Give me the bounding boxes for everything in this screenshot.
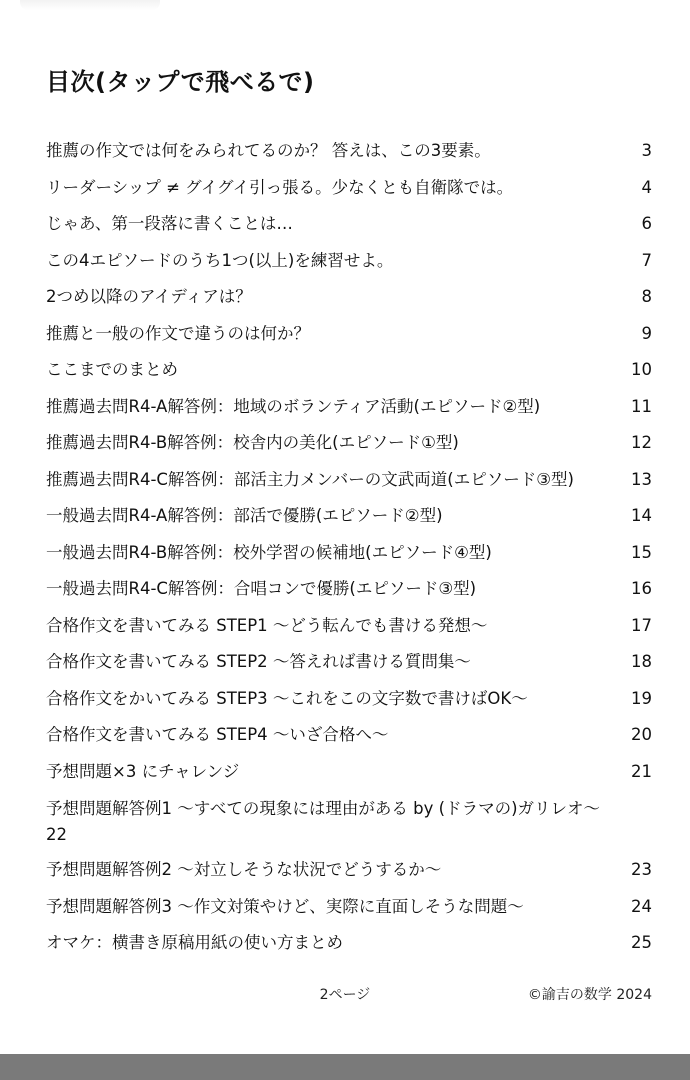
toc-item-label: リーダーシップ ≠ グイグイ引っ張る。少なくとも自衛隊では。	[46, 177, 514, 197]
toc-item-1[interactable]	[46, 133, 652, 170]
toc-item-10[interactable]	[46, 462, 652, 499]
toc-item-label: 予想問題解答例3 ～作文対策やけど、実際に直面しそうな問題～	[46, 896, 524, 916]
toc-item-21[interactable]	[46, 889, 652, 926]
toc-item-label: 予想問題解答例2 ～対立しそうな状況でどうするか～	[46, 860, 442, 879]
copyright-notice: ©諭吉の数学 2024	[527, 987, 652, 1003]
toc-title: 目次(タップで飛べるで)	[46, 68, 315, 96]
page-number-footer: 2ページ	[319, 987, 371, 1003]
toc-item-8[interactable]	[46, 389, 652, 426]
toc-item-label: じゃあ、第一段落に書くことは…	[46, 214, 293, 233]
toc-item-19[interactable]	[46, 790, 652, 852]
toc-item-page-number: 14	[631, 506, 652, 525]
toc-item-label: 合格作文を書いてみる STEP1 ～どう転んでも書ける発想～	[46, 615, 488, 635]
toc-item-label: 推薦と一般の作文で違うのは何か？	[46, 323, 310, 343]
toc-item-page-number: 25	[631, 933, 652, 952]
toc-item-page-number: 12	[631, 433, 652, 452]
toc-item-page-number: 4	[641, 177, 652, 197]
toc-item-label: 合格作文をかいてみる STEP3 ～これをこの文字数で書けばOK～	[46, 688, 528, 708]
toc-item-4[interactable]	[46, 243, 652, 280]
toc-item-17[interactable]	[46, 717, 652, 754]
toc-item-label: ここまでのまとめ	[46, 360, 178, 379]
toc-list	[46, 133, 652, 962]
toc-item-label: 合格作文を書いてみる STEP2 ～答えれば書ける質問集～	[46, 652, 471, 671]
toc-item-label: オマケ：横書き原稿用紙の使い方まとめ	[46, 933, 343, 952]
toc-item-page-number: 10	[631, 360, 652, 379]
toc-item-page-number: 18	[631, 652, 652, 671]
toc-item-5[interactable]	[46, 279, 652, 316]
toc-item-page-number: 22	[46, 825, 67, 844]
toc-item-9[interactable]	[46, 425, 652, 462]
toc-item-3[interactable]	[46, 206, 652, 243]
toc-item-7[interactable]	[46, 352, 652, 389]
toc-item-11[interactable]	[46, 498, 652, 535]
toc-item-page-number: 13	[631, 469, 652, 489]
toc-item-label: 推薦過去問R4-C解答例：部活主力メンバーの文武両道(エピソード③型)	[46, 469, 574, 489]
toc-item-label: 一般過去問R4-A解答例：部活で優勝(エピソード②型)	[46, 506, 443, 525]
toc-item-page-number: 17	[631, 615, 652, 635]
toc-item-label: 推薦過去問R4-A解答例：地域のボランティア活動(エピソード②型)	[46, 396, 541, 416]
toc-item-page-number: 7	[641, 250, 652, 270]
toc-item-label: 予想問題解答例1 ～すべての現象には理由がある by (ドラマの)ガリレオ～	[46, 799, 601, 818]
toc-item-6[interactable]	[46, 316, 652, 353]
toc-item-2[interactable]	[46, 170, 652, 207]
toc-item-15[interactable]	[46, 644, 652, 681]
toc-item-label: 推薦の作文では何をみられてるのか？ 答えは、この3要素。	[46, 141, 491, 160]
bottom-toolbar	[0, 1054, 690, 1080]
toc-item-label: この4エピソードのうち1つ(以上)を練習せよ。	[46, 250, 394, 270]
toc-item-12[interactable]	[46, 535, 652, 572]
toc-item-label: 2つめ以降のアイディアは？	[46, 287, 252, 306]
toc-item-14[interactable]	[46, 608, 652, 645]
toc-item-page-number: 21	[631, 761, 652, 781]
toc-item-13[interactable]	[46, 571, 652, 608]
toc-item-page-number: 8	[641, 287, 652, 306]
toc-item-label: 予想問題×3 にチャレンジ	[46, 761, 240, 781]
toc-item-page-number: 19	[631, 688, 652, 708]
toc-item-18[interactable]	[46, 754, 652, 791]
toc-item-20[interactable]	[46, 852, 652, 889]
toc-item-page-number: 24	[631, 896, 652, 916]
toc-item-label: 推薦過去問R4-B解答例：校舎内の美化(エピソード①型)	[46, 433, 459, 452]
toc-item-page-number: 23	[631, 860, 652, 879]
toc-item-22[interactable]	[46, 925, 652, 962]
toc-item-label: 一般過去問R4-B解答例：校外学習の候補地(エピソード④型)	[46, 542, 492, 562]
toc-item-page-number: 20	[631, 725, 652, 744]
toc-item-page-number: 15	[631, 542, 652, 562]
toc-item-page-number: 3	[641, 141, 652, 160]
toc-item-page-number: 6	[641, 214, 652, 233]
toc-item-page-number: 11	[631, 396, 652, 416]
toc-item-16[interactable]	[46, 681, 652, 718]
toc-item-page-number: 9	[641, 323, 652, 343]
toc-item-label: 一般過去問R4-C解答例：合唱コンで優勝(エピソード③型)	[46, 579, 477, 598]
toc-item-label: 合格作文を書いてみる STEP4 ～いざ合格へ～	[46, 725, 389, 744]
toc-item-page-number: 16	[631, 579, 652, 598]
